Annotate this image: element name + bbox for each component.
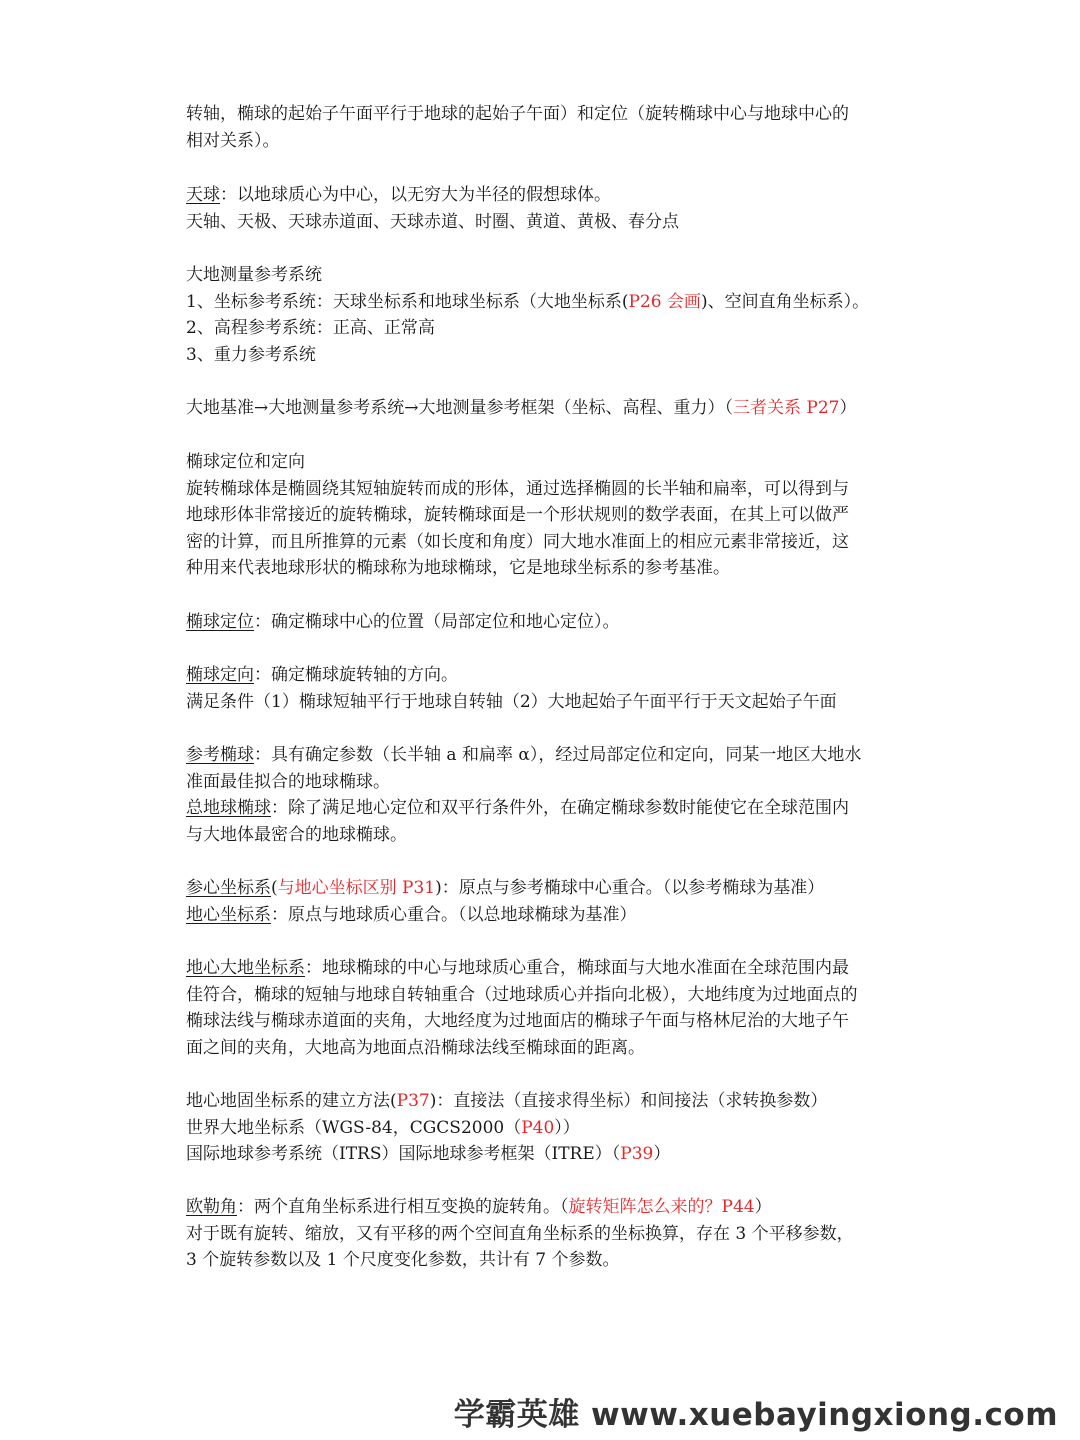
text-line <box>186 529 906 556</box>
text-line <box>186 1221 906 1248</box>
paragraph-geocentric-geodetic-system <box>186 955 906 1061</box>
annotation-red: 三者关系 P27 <box>733 398 840 418</box>
text-run: 椭球法线与椭球赤道面的夹角，大地经度为过地面店的椭球子午面与格林尼治的大地子午 <box>186 1011 849 1031</box>
text-run: 相对关系）。 <box>186 130 280 151</box>
text-run: 佳符合，椭球的短轴与地球自转轴重合（过地球质心并指向北极），大地纬度为过地面点的 <box>186 984 858 1005</box>
text-run: ：地球椭球的中心与地球质心重合，椭球面与大地水准面在全球范围内最 <box>305 958 849 978</box>
text-run: ：以地球质心为中心，以无穷大为半径的假想球体。 <box>220 185 611 205</box>
text-line <box>186 982 906 1009</box>
site-watermark: 学霸英雄 www.xuebayingxiong.com <box>453 1397 1058 1433</box>
text-line <box>186 502 906 529</box>
paragraph-reference-ellipsoid <box>186 742 906 848</box>
text-line <box>186 449 906 476</box>
text-line <box>186 476 906 503</box>
paragraph-celestial-sphere <box>186 182 906 235</box>
annotation-red: P39 <box>620 1144 654 1164</box>
paragraph-ellipsoid-positioning <box>186 609 906 636</box>
text-run: ）） <box>554 1117 580 1138</box>
paragraph-geodetic-reference-system <box>186 262 906 368</box>
text-run: 种用来代表地球形状的椭球称为地球椭球，它是地球坐标系的参考基准。 <box>186 558 730 578</box>
text-run: ：两个直角坐标系进行相互变换的旋转角。（ <box>237 1197 569 1217</box>
text-run: 大地测量参考系统 <box>186 265 322 285</box>
text-run: 天轴、天极、天球赤道面、天球赤道、时圈、黄道、黄极、春分点 <box>186 211 679 232</box>
annotation-red: P37 <box>396 1091 430 1111</box>
text-line <box>186 315 906 342</box>
text-run: )：直接法（直接求得坐标）和间接法（求转换参数） <box>429 1091 828 1111</box>
text-line <box>186 742 906 769</box>
text-line <box>186 1088 906 1115</box>
text-line <box>186 262 906 289</box>
text-line <box>186 1035 906 1062</box>
text-line <box>186 209 906 236</box>
text-run: ：确定椭球旋转轴的方向。 <box>254 665 458 685</box>
text-line <box>186 662 906 689</box>
text-line <box>186 555 906 582</box>
paragraph-datum-relationship <box>186 395 906 422</box>
text-run: ( <box>271 878 278 898</box>
text-run: 1、坐标参考系统：天球坐标系和地球坐标系（大地坐标系( <box>186 291 629 312</box>
text-line <box>186 101 906 128</box>
text-line <box>186 182 906 209</box>
term-underlined: 参考椭球 <box>186 745 254 765</box>
text-run: ：除了满足地心定位和双平行条件外，在确定椭球参数时能使它在全球范围内 <box>271 798 849 818</box>
term-underlined: 总地球椭球 <box>186 798 271 818</box>
paragraph-ecef-methods <box>186 1088 906 1168</box>
annotation-red: P40 <box>521 1117 555 1138</box>
text-run: )、空间直角坐标系）。 <box>700 291 870 312</box>
text-run: 旋转椭球体是椭圆绕其短轴旋转而成的形体，通过选择椭圆的长半轴和扁率，可以得到与 <box>186 478 849 499</box>
text-run: 地心地固坐标系的建立方法( <box>186 1091 397 1111</box>
term-underlined: 欧勒角 <box>186 1197 237 1217</box>
text-run: 3 个旋转参数以及 1 个尺度变化参数，共计有 7 个参数。 <box>186 1250 620 1270</box>
text-run: 面之间的夹角，大地高为地面点沿椭球法线至椭球面的距离。 <box>186 1037 645 1058</box>
term-underlined: 参心坐标系 <box>186 878 271 898</box>
text-run: 准面最佳拟合的地球椭球。 <box>186 771 390 792</box>
text-line <box>186 689 906 716</box>
text-line <box>186 1115 906 1142</box>
paragraph-ellipsoid-orientation <box>186 662 906 715</box>
text-run: ） <box>653 1144 671 1164</box>
text-line <box>186 875 906 902</box>
paragraph-rotation-axis <box>186 101 906 154</box>
text-run: 满足条件（1）椭球短轴平行于地球自转轴（2）大地起始子午面平行于天文起始子午面 <box>186 691 837 712</box>
text-line <box>186 955 906 982</box>
text-run: 世界大地坐标系（WGS-84，CGCS2000（ <box>186 1117 522 1138</box>
text-run: 地球形体非常接近的旋转椭球，旋转椭球面是一个形状规则的数学表面，在其上可以做严 <box>186 505 849 525</box>
text-line <box>186 1141 906 1168</box>
text-line <box>186 902 906 929</box>
text-line <box>186 795 906 822</box>
text-line <box>186 769 906 796</box>
text-run: 大地基准→大地测量参考系统→大地测量参考框架（坐标、高程、重力）（ <box>186 398 733 418</box>
text-line <box>186 822 906 849</box>
term-underlined: 椭球定向 <box>186 665 254 685</box>
text-run: )：原点与参考椭球中心重合。（以参考椭球为基准） <box>435 878 825 898</box>
paragraph-ellipsoid-positioning-orientation <box>186 449 906 582</box>
text-run: 对于既有旋转、缩放，又有平移的两个空间直角坐标系的坐标换算，存在 3 个平移参数， <box>186 1223 854 1244</box>
text-run: 3、重力参考系统 <box>186 344 316 365</box>
annotation-red: 旋转矩阵怎么来的？P44 <box>568 1197 755 1217</box>
term-underlined: 地心坐标系 <box>186 904 271 925</box>
text-run: ） <box>839 398 857 418</box>
text-line <box>186 1194 906 1221</box>
text-run: ：原点与地球质心重合。（以总地球椭球为基准） <box>271 904 637 925</box>
paragraph-coordinate-systems <box>186 875 906 928</box>
text-line <box>186 609 906 636</box>
text-run: 转轴，椭球的起始子午面平行于地球的起始子午面）和定位（旋转椭球中心与地球中心的 <box>186 104 849 124</box>
text-run: 椭球定位和定向 <box>186 452 305 472</box>
text-run: 国际地球参考系统（ITRS）国际地球参考框架（ITRE）（ <box>186 1144 621 1164</box>
text-run: 与大地体最密合的地球椭球。 <box>186 824 407 845</box>
text-run: ：具有确定参数（长半轴 a 和扁率 α），经过局部定位和定向，同某一地区大地水 <box>254 745 862 765</box>
term-underlined: 椭球定位 <box>186 612 254 632</box>
text-line <box>186 128 906 155</box>
text-line <box>186 342 906 369</box>
text-line <box>186 395 906 422</box>
text-line <box>186 1008 906 1035</box>
text-run: 密的计算，而且所推算的元素（如长度和角度）同大地水准面上的相应元素非常接近，这 <box>186 531 849 552</box>
text-run: 2、高程参考系统：正高、正常高 <box>186 318 435 338</box>
text-run: ：确定椭球中心的位置（局部定位和地心定位）。 <box>254 612 620 632</box>
annotation-red: P26 会画 <box>628 291 701 312</box>
text-run: ） <box>754 1197 772 1217</box>
term-underlined: 地心大地坐标系 <box>186 958 305 978</box>
text-line <box>186 289 906 316</box>
text-line <box>186 1247 906 1274</box>
annotation-red: 与地心坐标区别 P31 <box>277 878 436 898</box>
paragraph-euler-angles <box>186 1194 906 1274</box>
term-underlined: 天球 <box>186 185 220 205</box>
